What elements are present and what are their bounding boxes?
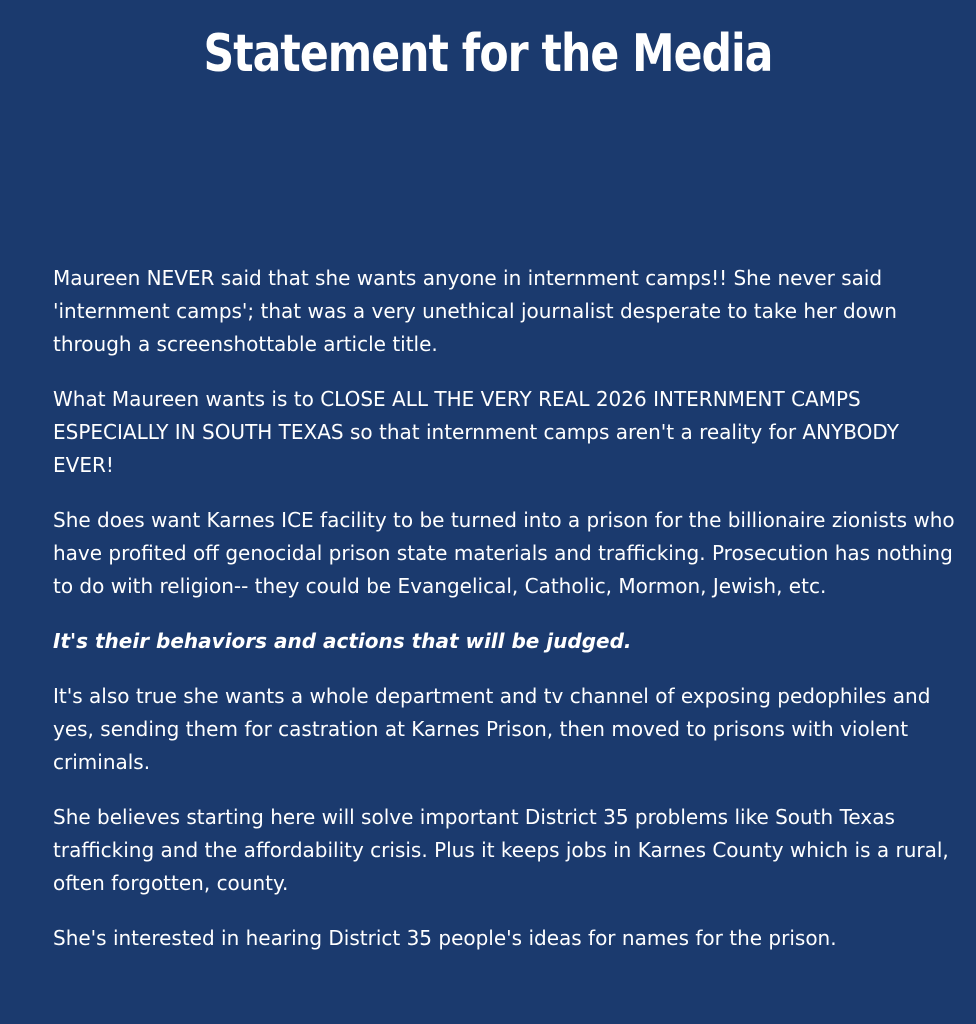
paragraph-karnes-prison: She does want Karnes ICE facility to be turned into a prison for the billionaire zionists who have profited off genocidal prison state materials and trafficking. Prosecution has nothing to do with religion-- they could be Evangelical, Catholic, Mormon, Jewish, etc. [53, 508, 955, 598]
paragraph-department-channel: It's also true she wants a whole department and tv channel of exposing pedophiles and yes, sending them for castration at Karnes Prison, then moved to prisons with violent criminals. [53, 684, 931, 774]
statement-body [53, 262, 958, 977]
paragraph-prison-names: She's interested in hearing District 35 people's ideas for names for the prison. [53, 926, 837, 950]
page-title: Statement for the Media [203, 24, 773, 84]
paragraph-internment-denial: Maureen NEVER said that she wants anyone in internment camps!! She never said 'internment camps'; that was a very unethical journalist desperate to take her down through a screenshottable article title. [53, 266, 897, 356]
paragraph-judged-emphasis: It's their behaviors and actions that will be judged. [53, 629, 632, 653]
paragraph-district-35: She believes starting here will solve important District 35 problems like South Texas trafficking and the affordability crisis. Plus it keeps jobs in Karnes County which is a rural, often forgotten, county. [53, 805, 949, 895]
paragraph-close-camps: What Maureen wants is to CLOSE ALL THE VERY REAL 2026 INTERNMENT CAMPS ESPECIALLY IN SOUTH TEXAS so that internment camps aren't a reality for ANYBODY EVER! [53, 387, 899, 477]
